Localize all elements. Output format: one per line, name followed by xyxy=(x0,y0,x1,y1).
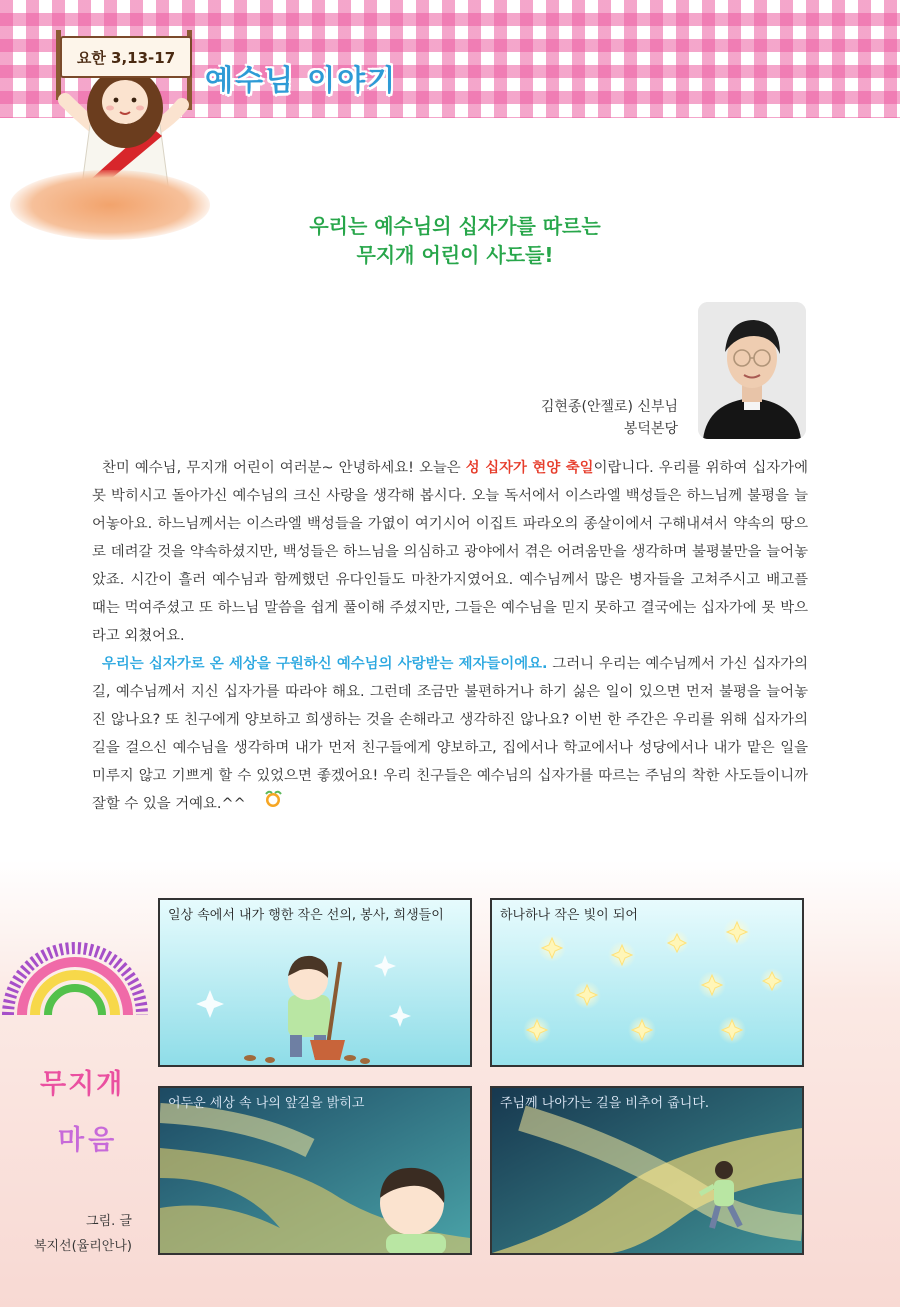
author-name: 김현종(안젤로) 신부님 xyxy=(540,399,678,415)
paragraph-1-text-b: 이랍니다. 우리를 위하여 십자가에 못 박히시고 돌아가신 예수님의 크신 사랑을 생각해 봅시다. 오늘 독서에서 이스라엘 백성들은 하느님께 불평을 늘어놓아요. 하느님께서는 이스라엘 백성들을 가엾이 여기시어 이집트 파라오의 종살이에서 구해내셔서 약속의 땅으로 데려갈 것을 약속하셨지만, 백성들은 하느님을 의심하고 광야에서 겪은 어려움만을 생각하며 불평불만을 늘어놓았죠. 시간이 흘러 예수님과 함께했던 유다인들도 마찬가지였어요. 예수님께서 많은 병자들을 고쳐주시고 배고플 때는 먹여주셨고 또 하느님 말씀을 쉽게 풀이해 주셨지만, 그들은 예수님을 믿지 못하고 결국에는 십자가에 못 박으라고 외쳤어요. xyxy=(92,460,808,644)
headline-line-2: 무지개 어린이 사도들! xyxy=(356,243,554,267)
rainbow-icon xyxy=(0,915,150,1025)
comic-title-rainbow: 무지개 xyxy=(40,1069,125,1100)
comic-panel-4 xyxy=(490,1086,804,1255)
headline-line-1: 우리는 예수님의 십자가를 따르는 xyxy=(309,214,601,238)
comic-panel-2 xyxy=(490,898,804,1067)
comic-credit xyxy=(34,1209,132,1259)
comic-panel-3 xyxy=(158,1086,472,1255)
comic-title-heart: 마음 xyxy=(58,1125,119,1156)
panel-3-caption: 어두운 세상 속 나의 앞길을 밝히고 xyxy=(168,1096,365,1111)
comic-panel-1 xyxy=(158,898,472,1067)
author-photo xyxy=(698,302,806,439)
jesus-illustration xyxy=(10,20,220,235)
credit-label: 그림. 글 xyxy=(86,1214,132,1229)
panel-4-caption: 주님께 나아가는 길을 비추어 줍니다. xyxy=(500,1096,710,1111)
paragraph-1 xyxy=(92,454,808,650)
panel-2-caption: 하나하나 작은 빛이 되어 xyxy=(500,908,638,923)
article-body xyxy=(92,454,808,818)
orange-cloud xyxy=(10,170,210,240)
smiley-icon xyxy=(252,790,284,818)
paragraph-2 xyxy=(92,650,808,818)
credit-name: 복지선(율리안나) xyxy=(33,1239,132,1254)
paragraph-1-text-a: 찬미 예수님, 무지개 어린이 여러분~ 안녕하세요! 오늘은 xyxy=(102,460,466,476)
section-title: 예수님 이야기 xyxy=(205,63,398,97)
scripture-banner: 요한 3,13-17 xyxy=(60,36,192,78)
disciples-highlight: 우리는 십자가로 온 세상을 구원하신 예수님의 사랑받는 제자들이에요. xyxy=(102,656,548,672)
panel-1-caption: 일상 속에서 내가 행한 작은 선의, 봉사, 희생들이 xyxy=(168,908,444,923)
feast-highlight: 성 십자가 현양 축일 xyxy=(465,460,594,476)
headline xyxy=(200,212,710,270)
author-info xyxy=(541,396,678,440)
paragraph-2-text: 그러니 우리는 예수님께서 가신 십자가의 길, 예수님께서 지신 십자가를 따라야 해요. 그런데 조금만 불편하거나 하기 싫은 일이 있으면 먼저 불평을 늘어놓진 않나요? 또 친구에게 양보하고 희생하는 것을 손해라고 생각하진 않나요? 이번 한 주간은 우리를 위해 십자가의 길을 걸으신 예수님을 생각하며 내가 먼저 친구들에게 양보하고, 집에서나 학교에서나 성당에서나 내가 맡은 일을 미루지 않고 기쁘게 할 수 있었으면 좋겠어요! 우리 친구들은 예수님의 십자가를 따르는 주님의 착한 사도들이니까 잘할 수 있을 거예요.^^ xyxy=(92,656,808,812)
author-parish: 봉덕본당 xyxy=(623,421,678,437)
